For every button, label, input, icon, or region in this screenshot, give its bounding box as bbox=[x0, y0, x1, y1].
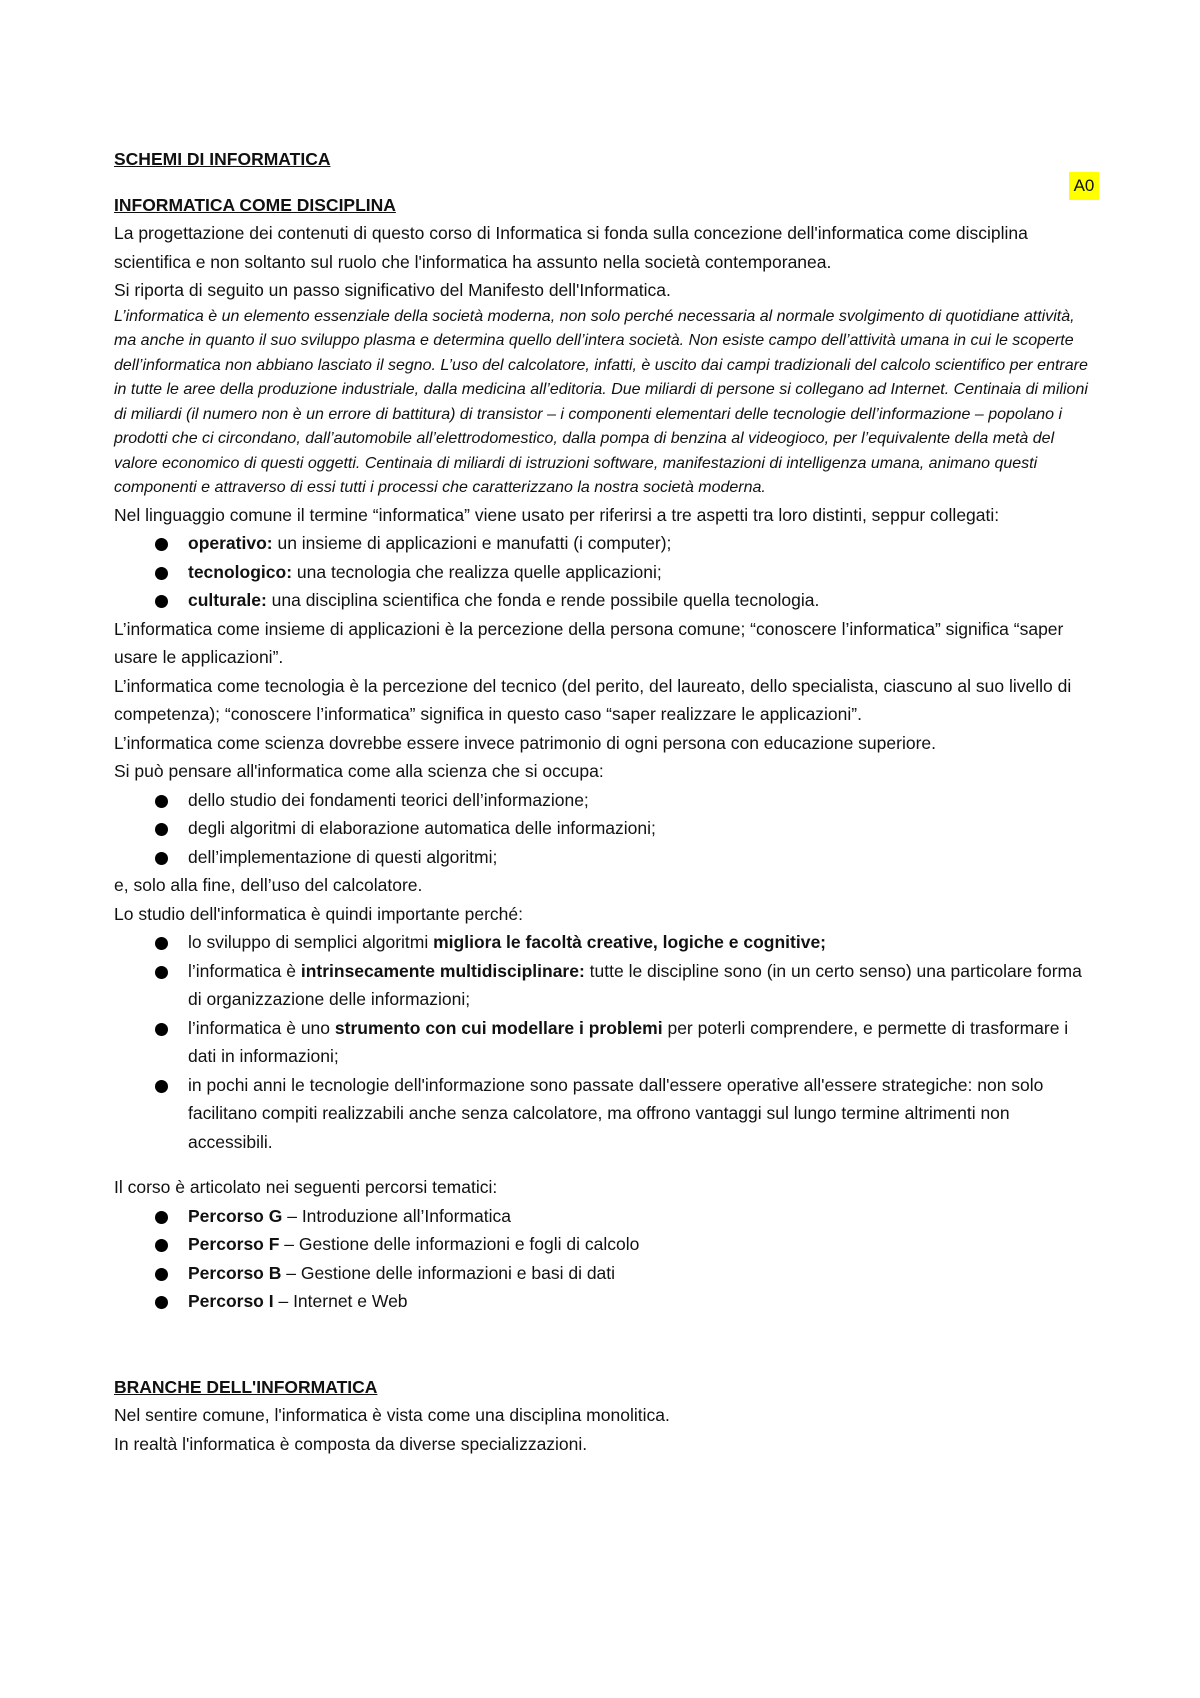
science-outro: e, solo alla fine, dell’uso del calcolatore. bbox=[114, 875, 423, 895]
section-heading-informatica-come-disciplina: INFORMATICA COME DISCIPLINA bbox=[114, 194, 396, 215]
importance-pre: in pochi anni le tecnologie dell'informazione sono passate dall'essere operative all'essere strategiche: non solo facilitano compiti realizzabili anche senza calcolatore, ma offrono vantaggi sul lungo termine altrimenti non accessibili. bbox=[188, 1074, 1044, 1152]
bullet-icon bbox=[155, 567, 168, 580]
course-list bbox=[114, 1202, 1094, 1316]
list-item bbox=[114, 586, 1094, 615]
science-list bbox=[114, 786, 1094, 872]
aspect-text: una tecnologia che realizza quelle applicazioni; bbox=[292, 561, 662, 582]
list-item bbox=[114, 529, 1094, 558]
branche-line-1: Nel sentire comune, l'informatica è vista come una disciplina monolitica. bbox=[114, 1405, 670, 1425]
manifesto-intro: Si riporta di seguito un passo significativo del Manifesto dell'Informatica. bbox=[114, 280, 671, 300]
science-item-text: dello studio dei fondamenti teorici dell’informazione; bbox=[188, 789, 589, 810]
list-item bbox=[114, 957, 1094, 1014]
course-desc: – Gestione delle informazioni e basi di dati bbox=[281, 1262, 616, 1283]
bullet-icon bbox=[155, 823, 168, 836]
bullet-icon bbox=[155, 1211, 168, 1224]
aspect-term: tecnologico: bbox=[188, 561, 293, 582]
bullet-icon bbox=[155, 937, 168, 950]
aspects-list bbox=[114, 529, 1094, 615]
list-item bbox=[114, 814, 1094, 843]
list-item bbox=[114, 1014, 1094, 1071]
list-item bbox=[114, 1259, 1094, 1288]
bullet-icon bbox=[155, 966, 168, 979]
paragraph-science: L’informatica come scienza dovrebbe essere invece patrimonio di ogni persona con educazione superiore. bbox=[114, 732, 937, 753]
importance-intro: Lo studio dell'informatica è quindi importante perché: bbox=[114, 903, 523, 924]
branche-line-2: In realtà l'informatica è composta da diverse specializzazioni. bbox=[114, 1433, 588, 1454]
document-title: SCHEMI DI INFORMATICA bbox=[114, 149, 331, 169]
paragraph-applications: L’informatica come insieme di applicazioni è la percezione della persona comune; “conoscere l’informatica” significa “saper usare le applicazioni”. bbox=[114, 618, 1064, 667]
bullet-icon bbox=[155, 852, 168, 865]
list-item bbox=[114, 558, 1094, 587]
bullet-icon bbox=[155, 1239, 168, 1252]
course-desc: – Gestione delle informazioni e fogli di calcolo bbox=[279, 1234, 640, 1254]
science-item-text: dell’implementazione di questi algoritmi; bbox=[188, 846, 498, 867]
bullet-icon bbox=[155, 1080, 168, 1093]
intro-paragraph: La progettazione dei contenuti di questo corso di Informatica si fonda sulla concezione dell'informatica come disciplina scientifica e non soltanto sul ruolo che l'informatica ha assunto nella società contemporanea. bbox=[114, 223, 1028, 272]
bullet-icon bbox=[155, 795, 168, 808]
aspect-term: operativo: bbox=[188, 533, 273, 553]
aspect-text: un insieme di applicazioni e manufatti (i computer); bbox=[272, 533, 672, 553]
importance-bold: strumento con cui modellare i problemi bbox=[334, 1017, 663, 1038]
course-desc: – Introduzione all’Informatica bbox=[282, 1205, 511, 1226]
bullet-icon bbox=[155, 1023, 168, 1036]
course-name: Percorso B bbox=[188, 1262, 282, 1283]
importance-pre: lo sviluppo di semplici algoritmi bbox=[188, 932, 434, 952]
list-item bbox=[114, 843, 1094, 872]
science-intro: Si può pensare all'informatica come alla scienza che si occupa: bbox=[114, 761, 604, 781]
aspects-intro: Nel linguaggio comune il termine “informatica” viene usato per riferirsi a tre aspetti tra loro distinti, seppur collegati: bbox=[114, 504, 1000, 525]
importance-pre: l’informatica è uno bbox=[188, 1017, 335, 1038]
importance-bold: intrinsecamente multidisciplinare: bbox=[300, 960, 585, 981]
course-name: Percorso F bbox=[188, 1234, 280, 1254]
paragraph-technology: L’informatica come tecnologia è la percezione del tecnico (del perito, del laureato, dello specialista, ciascuno al suo livello di competenza); “conoscere l’informatica” significa in questo caso “saper realizzare le applicazioni”. bbox=[114, 675, 1072, 724]
importance-pre: l’informatica è bbox=[188, 960, 301, 981]
list-item bbox=[114, 1230, 1094, 1259]
course-name: Percorso G bbox=[188, 1205, 283, 1226]
course-desc: – Internet e Web bbox=[273, 1291, 408, 1311]
list-item bbox=[114, 1287, 1094, 1316]
aspect-text: una disciplina scientifica che fonda e rende possibile quella tecnologia. bbox=[266, 590, 820, 610]
bullet-icon bbox=[155, 595, 168, 608]
list-item bbox=[114, 1071, 1094, 1157]
list-item bbox=[114, 1202, 1094, 1231]
importance-bold: migliora le facoltà creative, logiche e cognitive; bbox=[433, 932, 827, 952]
section-heading-branche: BRANCHE DELL'INFORMATICA bbox=[114, 1376, 378, 1397]
bullet-icon bbox=[155, 538, 168, 551]
manifesto-quote: L’informatica è un elemento essenziale della società moderna, non solo perché necessaria al normale svolgimento di quotidiane attività, ma anche in quanto il suo sviluppo plasma e determina quello dell’intera società. Non esiste campo dell’attività umana in cui le scoperte dell’informatica non abbiano lasciato il segno. L’uso del calcolatore, infatti, è uscito dai campi tradizionali del calcolo scientifico per entrare in tutte le aree della produzione industriale, dalla medicina all’editoria. Due miliardi di persone si collegano ad Internet. Centinaia di milioni di miliardi (il numero non è un errore di battitura) di transistor – i componenti elementari delle tecnologie dell’informazione – popolano i prodotti che ci circondano, dall’automobile all’elettrodomestico, dalla pompa di benzina al videogioco, per l’equivalente della metà del valore economico di questi oggetti. Centinaia di miliardi di istruzioni software, manifestazioni di intelligenza umana, animano questi componenti e attraverso di essi tutti i processi che caratterizzano la nostra società moderna. bbox=[114, 307, 1088, 496]
list-item bbox=[114, 786, 1094, 815]
document-body bbox=[114, 145, 1094, 1458]
importance-post: per poterli comprendere, e permette di trasformare i dati in informazioni; bbox=[188, 1017, 1069, 1066]
course-name: Percorso I bbox=[188, 1291, 274, 1311]
importance-list bbox=[114, 928, 1094, 1156]
importance-post: tutte le discipline sono (in un certo senso) una particolare forma di organizzazione delle informazioni; bbox=[188, 960, 1082, 1009]
aspect-term: culturale: bbox=[188, 590, 267, 610]
section-tag-highlight: A0 bbox=[1069, 172, 1099, 200]
bullet-icon bbox=[155, 1296, 168, 1309]
course-intro: Il corso è articolato nei seguenti percorsi tematici: bbox=[114, 1177, 498, 1197]
science-item-text: degli algoritmi di elaborazione automatica delle informazioni; bbox=[188, 818, 656, 838]
list-item bbox=[114, 928, 1094, 957]
bullet-icon bbox=[155, 1268, 168, 1281]
